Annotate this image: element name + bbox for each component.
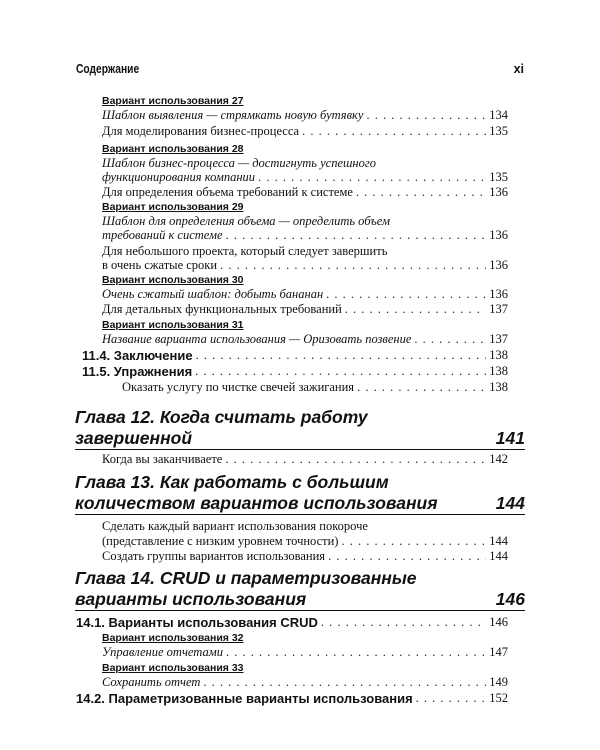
- toc-entry[interactable]: Для моделирования бизнес-процесса . . . 135: [102, 124, 508, 139]
- toc-entry[interactable]: Шаблон выявления — стрямкать новую бутявку . . . 134: [102, 108, 508, 123]
- use-case-32-label: Вариант использования 32: [102, 632, 244, 644]
- toc-entry[interactable]: функционирования компании . . . 135: [102, 170, 508, 185]
- toc-entry[interactable]: Название варианта использования — Оризовать позвение . . . 137: [102, 332, 508, 347]
- section-11-4[interactable]: 11.4. Заключение . . . 138: [82, 348, 508, 363]
- toc-entry[interactable]: (представление с низким уровнем точности) . . . 144: [102, 534, 508, 549]
- chapter-13-heading[interactable]: Глава 13. Как работать с большим количеством вариантов использования 144: [75, 472, 525, 513]
- toc-entry[interactable]: Управление отчетами . . . 147: [102, 645, 508, 660]
- chapter-page: 144: [495, 493, 525, 513]
- running-header: [76, 62, 524, 80]
- use-case-33-label: Вариант использования 33: [102, 662, 244, 674]
- toc-entry-line1: Для небольшого проекта, который следует завершить: [102, 244, 388, 258]
- toc-entry-line1: Шаблон бизнес-процесса — достигнуть успешного: [102, 156, 377, 170]
- use-case-30-label: Вариант использования 30: [102, 274, 244, 286]
- toc-entry[interactable]: Сохранить отчет . . . 149: [102, 675, 508, 690]
- use-case-29-label: Вариант использования 29: [102, 201, 244, 213]
- toc-entry[interactable]: Для детальных функциональных требований . . . 137: [102, 302, 508, 317]
- section-14-1[interactable]: 14.1. Варианты использования CRUD . . . 146: [76, 615, 508, 630]
- header-title: Содержание: [76, 62, 140, 76]
- toc-entry-line1: Сделать каждый вариант использования покороче: [102, 519, 368, 533]
- chapter-14-heading[interactable]: Глава 14. CRUD и параметризованные варианты использования 146: [75, 568, 525, 609]
- toc-entry[interactable]: Очень сжатый шаблон: добыть бананан . . . 136: [102, 287, 508, 302]
- chapter-12-heading[interactable]: Глава 12. Когда считать работу завершенной 141: [75, 407, 525, 448]
- toc-entry-line1: Шаблон для определения объема — определить объем: [102, 214, 390, 228]
- toc-entry[interactable]: Создать группы вариантов использования . . . 144: [102, 549, 508, 564]
- use-case-31-label: Вариант использования 31: [102, 319, 244, 331]
- section-14-2[interactable]: 14.2. Параметризованные варианты использования . . . 152: [76, 691, 508, 706]
- toc-entry[interactable]: требований к системе . . . 136: [102, 228, 508, 243]
- toc-entry[interactable]: Когда вы заканчиваете . . . 142: [102, 452, 508, 467]
- toc-entry[interactable]: Для определения объема требований к системе . . . 136: [102, 185, 508, 200]
- toc-entry[interactable]: Оказать услугу по чистке свечей зажигания . . . 138: [122, 380, 508, 395]
- chapter-page: 146: [495, 589, 525, 609]
- header-page-number: xi: [513, 62, 524, 76]
- section-11-5[interactable]: 11.5. Упражнения . . . 138: [82, 364, 508, 379]
- toc-entry[interactable]: в очень сжатые сроки . . . 136: [102, 258, 508, 273]
- use-case-27-label: Вариант использования 27: [102, 95, 244, 107]
- use-case-28-label: Вариант использования 28: [102, 143, 244, 155]
- chapter-page: 141: [495, 428, 525, 448]
